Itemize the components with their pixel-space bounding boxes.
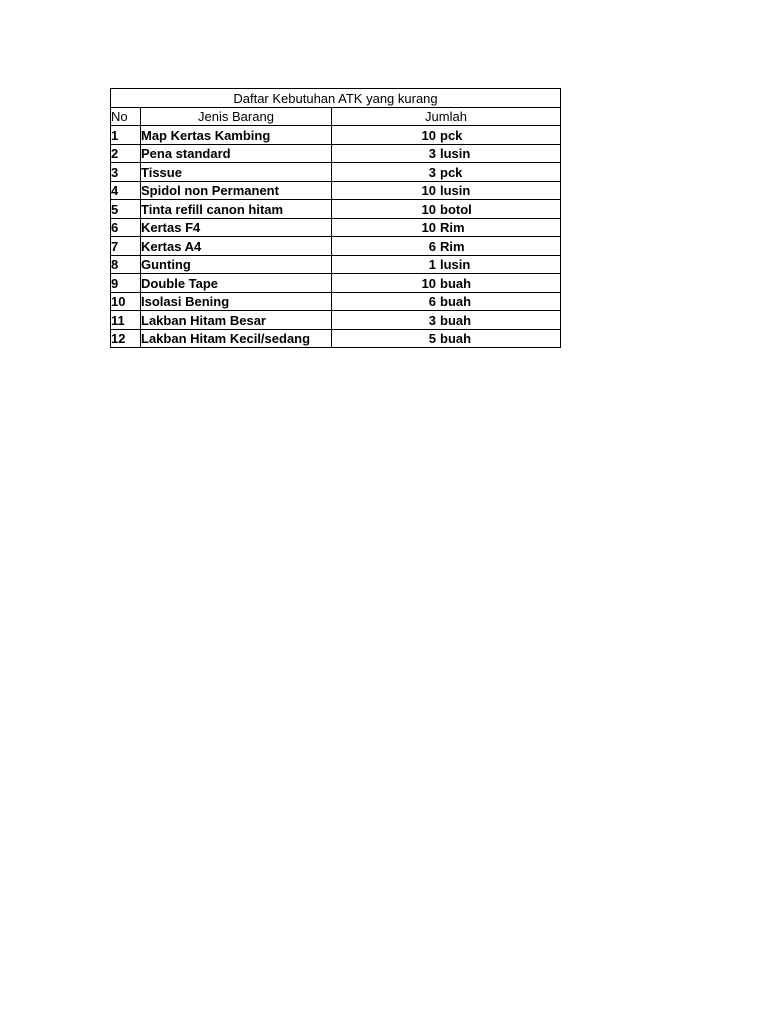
row-no: 3 — [111, 163, 141, 182]
atk-table-body — [111, 89, 561, 348]
row-qty: 5 — [428, 331, 436, 346]
row-qty: 10 — [421, 183, 436, 198]
row-unit: Rim — [440, 238, 465, 254]
row-qty: 1 — [428, 257, 436, 272]
row-amount — [332, 292, 561, 311]
row-unit: buah — [440, 331, 472, 346]
row-item: Isolasi Bening — [141, 292, 332, 311]
atk-table — [110, 88, 561, 348]
row-amount — [332, 163, 561, 182]
row-no: 5 — [111, 200, 141, 219]
row-unit: buah — [440, 294, 472, 309]
header-item: Jenis Barang — [141, 107, 332, 126]
row-item: Tissue — [141, 163, 332, 182]
row-qty: 10 — [421, 275, 436, 291]
row-no: 12 — [111, 329, 141, 348]
row-no: 6 — [111, 218, 141, 237]
row-qty: 6 — [428, 238, 436, 254]
row-item: Kertas A4 — [141, 237, 332, 256]
row-unit: Rim — [440, 220, 465, 235]
row-qty: 3 — [428, 164, 436, 180]
table-row — [111, 274, 561, 293]
row-no: 10 — [111, 292, 141, 311]
row-no: 11 — [111, 311, 141, 330]
table-row — [111, 218, 561, 237]
row-no: 1 — [111, 126, 141, 145]
row-unit: lusin — [440, 146, 471, 161]
row-item: Lakban Hitam Besar — [141, 311, 332, 330]
row-no: 8 — [111, 255, 141, 274]
title-row — [111, 89, 561, 108]
row-item: Lakban Hitam Kecil/sedang — [141, 329, 332, 348]
row-no: 4 — [111, 181, 141, 200]
table-row — [111, 237, 561, 256]
row-amount — [332, 144, 561, 163]
table-row — [111, 163, 561, 182]
row-unit: buah — [440, 275, 472, 291]
row-unit: buah — [440, 312, 472, 328]
row-amount — [332, 126, 561, 145]
table-row — [111, 255, 561, 274]
row-item: Gunting — [141, 255, 332, 274]
row-unit: pck — [440, 127, 463, 143]
table-title: Daftar Kebutuhan ATK yang kurang — [111, 89, 561, 108]
table-row — [111, 329, 561, 348]
row-unit: lusin — [440, 183, 471, 198]
table-row — [111, 200, 561, 219]
row-amount — [332, 237, 561, 256]
row-amount — [332, 181, 561, 200]
header-row — [111, 107, 561, 126]
row-item: Map Kertas Kambing — [141, 126, 332, 145]
row-item: Pena standard — [141, 144, 332, 163]
row-item: Kertas F4 — [141, 218, 332, 237]
row-amount — [332, 329, 561, 348]
row-amount — [332, 311, 561, 330]
row-no: 2 — [111, 144, 141, 163]
row-qty: 6 — [428, 294, 436, 309]
row-item: Double Tape — [141, 274, 332, 293]
table-row — [111, 144, 561, 163]
row-amount — [332, 274, 561, 293]
row-qty: 3 — [428, 312, 436, 328]
row-qty: 3 — [428, 146, 436, 161]
row-qty: 10 — [421, 220, 436, 235]
row-amount — [332, 255, 561, 274]
table-row — [111, 181, 561, 200]
table-row — [111, 292, 561, 311]
atk-sheet — [110, 88, 560, 348]
table-row — [111, 311, 561, 330]
table-row — [111, 126, 561, 145]
row-item: Spidol non Permanent — [141, 181, 332, 200]
row-qty: 10 — [421, 127, 436, 143]
row-amount — [332, 200, 561, 219]
row-item: Tinta refill canon hitam — [141, 200, 332, 219]
row-qty: 10 — [421, 201, 436, 217]
header-no: No — [111, 107, 141, 126]
row-no: 7 — [111, 237, 141, 256]
row-no: 9 — [111, 274, 141, 293]
row-unit: pck — [440, 164, 463, 180]
header-amount: Jumlah — [332, 107, 561, 126]
row-amount — [332, 218, 561, 237]
row-unit: lusin — [440, 257, 471, 272]
row-unit: botol — [440, 201, 472, 217]
